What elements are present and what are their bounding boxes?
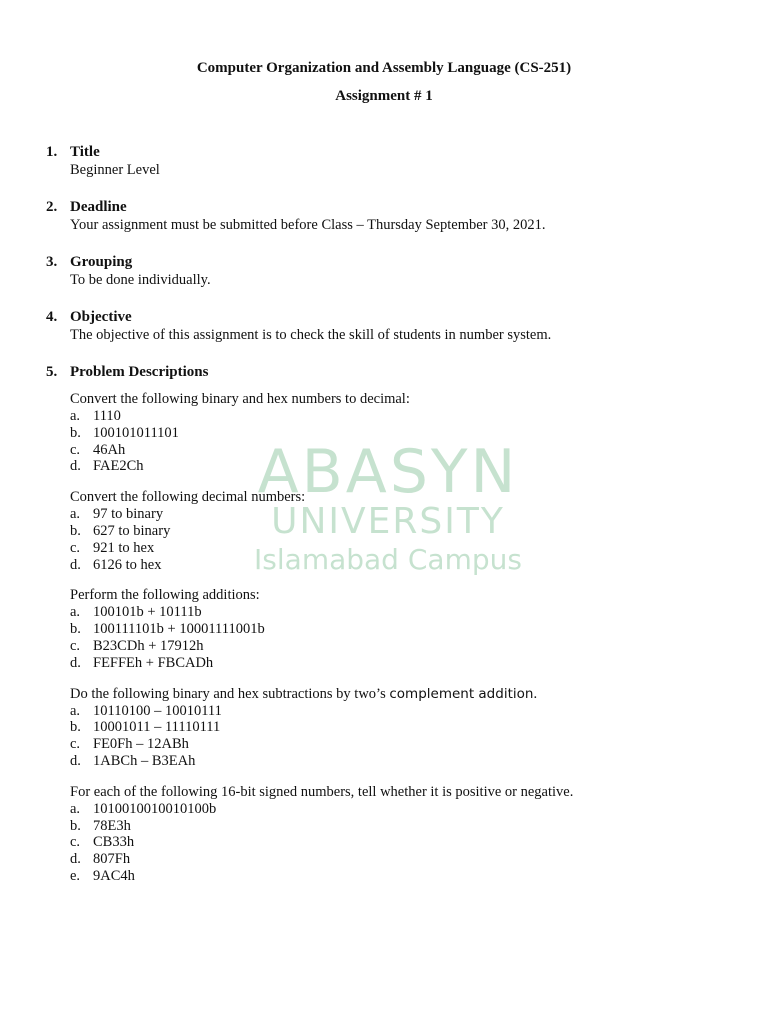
item-text: FE0Fh – 12ABh: [93, 736, 189, 753]
item-letter: a.: [70, 408, 81, 424]
problem-group: [70, 489, 726, 576]
item-text: 807Fh: [93, 851, 131, 868]
item-text: 9AC4h: [93, 867, 135, 884]
item-letter: d.: [70, 752, 81, 769]
item-text: 100111101b + 10001111001b: [93, 621, 265, 638]
problem-item: [70, 523, 726, 540]
problem-group: [70, 686, 726, 770]
section-number: 3.: [46, 254, 58, 270]
problem-item: [70, 868, 726, 885]
problem-item: [70, 557, 726, 574]
problem-item: [70, 540, 726, 557]
document-subtitle: Assignment # 1: [335, 88, 433, 104]
item-letter: a.: [70, 604, 81, 621]
problem-item: [70, 442, 726, 459]
problem-prompt: Convert the following binary and hex numbers to decimal:: [70, 391, 410, 407]
problem-item: [70, 753, 726, 770]
section-heading: Title: [70, 144, 100, 160]
problem-prompt: Perform the following additions:: [70, 587, 260, 604]
section-number: 4.: [46, 309, 58, 325]
item-letter: b.: [70, 621, 81, 638]
problem-prompt: [70, 686, 726, 703]
problem-item: [70, 655, 726, 672]
section-number: 2.: [46, 199, 58, 215]
problem-item: [70, 638, 726, 655]
item-letter: b.: [70, 817, 81, 834]
section-title: [46, 143, 726, 179]
item-text: 921 to hex: [93, 539, 155, 556]
watermark-line-3: Islamabad Campus: [254, 543, 522, 576]
item-text: FEFFEh + FBCADh: [93, 654, 214, 671]
item-text: 97 to binary: [93, 506, 164, 523]
problem-item: [70, 703, 726, 720]
item-letter: d.: [70, 458, 81, 475]
problem-list: [70, 391, 726, 885]
item-letter: c.: [70, 637, 81, 654]
item-text: 78E3h: [93, 817, 131, 834]
item-text: 1110: [93, 408, 121, 424]
item-letter: a.: [70, 702, 81, 719]
item-letter: c.: [70, 441, 81, 458]
problem-item: [70, 719, 726, 736]
problem-item: [70, 458, 726, 475]
prompt-emphasis: complement addition: [389, 685, 534, 702]
item-text: 1ABCh – B3EAh: [93, 752, 196, 769]
item-text: 100101011101: [93, 424, 179, 441]
section-list: [46, 143, 726, 904]
watermark-line-2: UNIVERSITY: [271, 501, 505, 542]
document-title: Computer Organization and Assembly Language (CS-251): [196, 60, 572, 76]
section-body: Your assignment must be submitted before Class – Thursday September 30, 2021.: [70, 217, 546, 233]
section-number: 1.: [46, 144, 58, 160]
item-text: 1010010010010100b: [93, 800, 217, 817]
section-heading: Objective: [70, 309, 132, 325]
problem-item: [70, 818, 726, 835]
section-heading: Grouping: [70, 254, 133, 270]
item-letter: d.: [70, 654, 81, 671]
section-heading: Problem Descriptions: [70, 364, 209, 380]
section-problem-descriptions: [46, 363, 726, 885]
item-letter: a.: [70, 800, 81, 817]
problem-prompt: For each of the following 16-bit signed numbers, tell whether it is positive or negative.: [70, 783, 574, 800]
watermark-line-1: ABASYN: [257, 437, 519, 507]
item-letter: b.: [70, 522, 81, 539]
section-deadline: [46, 198, 726, 234]
prompt-end: .: [533, 685, 538, 702]
problem-item: [70, 621, 726, 638]
problem-item: [70, 736, 726, 753]
section-number: 5.: [46, 364, 58, 380]
item-letter: d.: [70, 556, 81, 573]
problem-item: [70, 851, 726, 868]
problem-item: [70, 425, 726, 442]
problem-item: [70, 506, 726, 523]
item-text: FAE2Ch: [93, 458, 144, 475]
item-text: 10110100 – 10010111: [93, 702, 222, 719]
item-letter: c.: [70, 539, 81, 556]
item-text: 100101b + 10111b: [93, 604, 202, 621]
section-heading: Deadline: [70, 199, 127, 215]
item-letter: c.: [70, 736, 81, 753]
item-letter: a.: [70, 506, 81, 523]
item-letter: b.: [70, 719, 81, 736]
problem-item: [70, 604, 726, 621]
item-letter: b.: [70, 424, 81, 441]
item-text: 627 to binary: [93, 522, 171, 539]
problem-prompt: Convert the following decimal numbers:: [70, 489, 306, 506]
problem-item: [70, 408, 726, 425]
section-body: Beginner Level: [70, 162, 160, 178]
problem-item: [70, 834, 726, 851]
problem-group: [70, 391, 726, 475]
item-letter: e.: [70, 867, 81, 884]
problem-item: [70, 801, 726, 818]
item-text: B23CDh + 17912h: [93, 637, 204, 654]
item-letter: d.: [70, 851, 81, 868]
section-body: The objective of this assignment is to check the skill of students in number system.: [70, 327, 552, 343]
item-text: 6126 to hex: [93, 556, 162, 573]
item-letter: c.: [70, 834, 81, 851]
section-objective: [46, 308, 726, 344]
prompt-text: Do the following binary and hex subtractions by two’s: [70, 685, 390, 702]
section-grouping: [46, 253, 726, 289]
section-body: To be done individually.: [70, 272, 211, 288]
item-text: 10001011 – 11110111: [93, 719, 221, 736]
item-text: 46Ah: [93, 441, 126, 458]
problem-group: [70, 587, 726, 671]
problem-group: [70, 784, 726, 885]
item-text: CB33h: [93, 834, 135, 851]
